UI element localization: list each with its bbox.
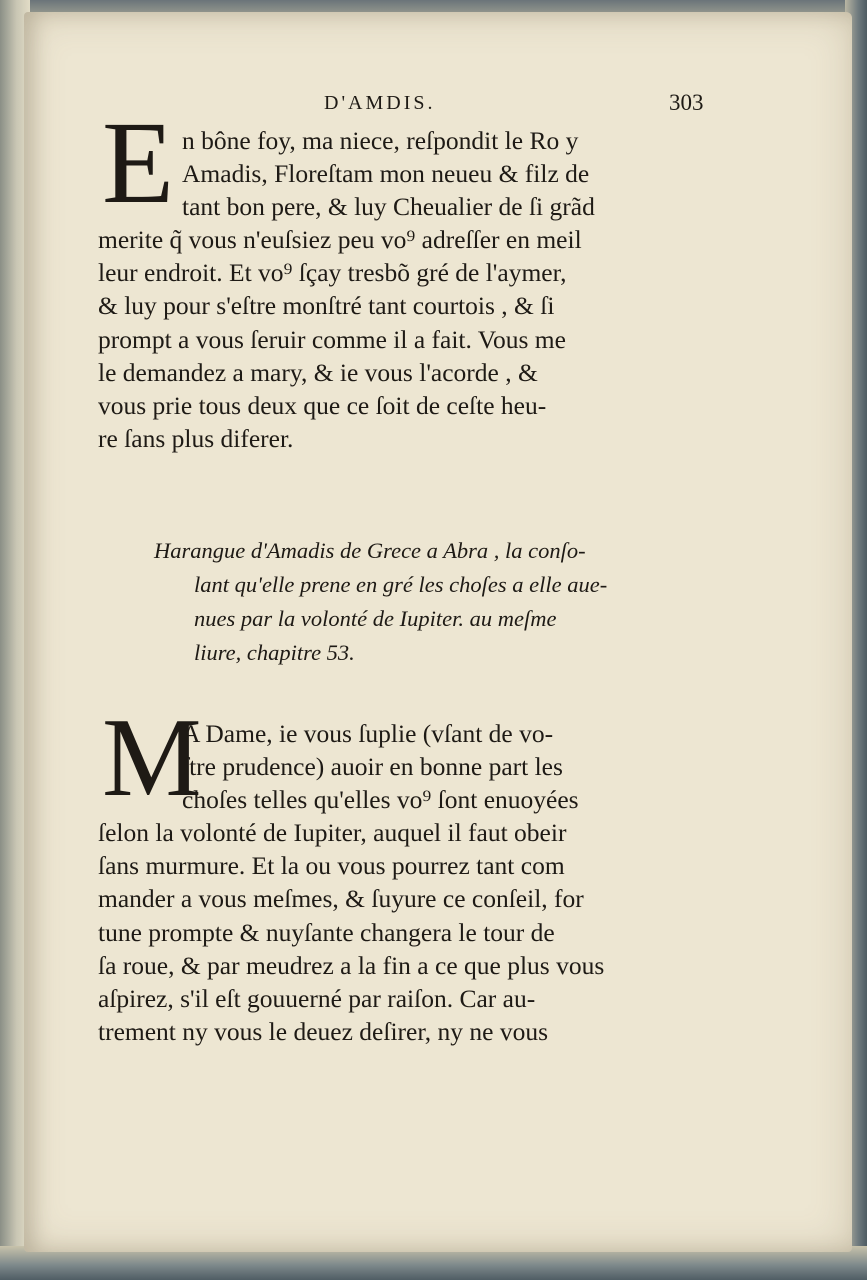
paragraph-harangue (98, 717, 713, 1048)
heading-line: Harangue d'Amadis de Grece a Abra , la conſo- (154, 538, 586, 563)
text-line: tune prompte & nuyſante changera le tour de (98, 917, 555, 947)
running-head: D'AMDIS. (324, 92, 436, 114)
text-line: ſtre prudence) auoir en bonne part les (182, 752, 563, 782)
text-line: vous prie tous deux que ce ſoit de ceſte heu- (98, 390, 547, 420)
paragraph-response (98, 124, 713, 455)
text-line: trement ny vous le deuez deſirer, ny ne vous (98, 1016, 549, 1046)
text-line: Amadis, Floreſtam mon neueu & filz de (182, 159, 590, 189)
text-line: & luy pour s'eſtre monſtré tant courtois , & ſi (98, 291, 555, 321)
heading-line: liure, chapitre 53. (194, 640, 355, 665)
drop-cap-m: M (102, 696, 202, 820)
heading-line: lant qu'elle prene en gré les choſes a elle aue- (194, 572, 608, 597)
book-page (24, 12, 852, 1252)
text-line: tant bon pere, & luy Cheualier de ſi grãd (182, 192, 595, 222)
text-line: ſelon la volonté de Iupiter, auquel il faut obeir (98, 818, 567, 848)
text-line: n bône foy, ma niece, reſpondit le Ro y (182, 126, 579, 155)
heading-line: nues par la volonté de Iupiter. au meſme (194, 606, 557, 631)
text-line: aſpirez, s'il eſt gouuerné par raiſon. Car au- (98, 983, 536, 1013)
text-line: le demandez a mary, & ie vous l'acorde , & (98, 357, 538, 387)
text-line: ſa roue, & par meudrez a la fin a ce que plus vous (98, 950, 605, 980)
text-line: choſes telles qu'elles vo⁹ ſont enuoyées (182, 785, 579, 815)
text-line: prompt a vous ſeruir comme il a fait. Vous me (98, 324, 566, 354)
text-line: re ſans plus diferer. (98, 423, 294, 453)
drop-cap-e: E (102, 97, 175, 228)
text-line: leur endroit. Et vo⁹ ſçay tresbõ gré de l'aymer, (98, 258, 567, 288)
section-heading (154, 534, 714, 670)
text-line: merite q̃ vous n'euſsiez peu vo⁹ adreſſer en meil (98, 225, 582, 255)
text-line: ſans murmure. Et la ou vous pourrez tant com (98, 851, 565, 881)
page-number: 303 (669, 90, 704, 115)
text-line: mander a vous meſmes, & ſuyure ce conſeil, for (98, 884, 584, 914)
text-line: A Dame, ie vous ſuplie (vſant de vo- (182, 719, 554, 748)
